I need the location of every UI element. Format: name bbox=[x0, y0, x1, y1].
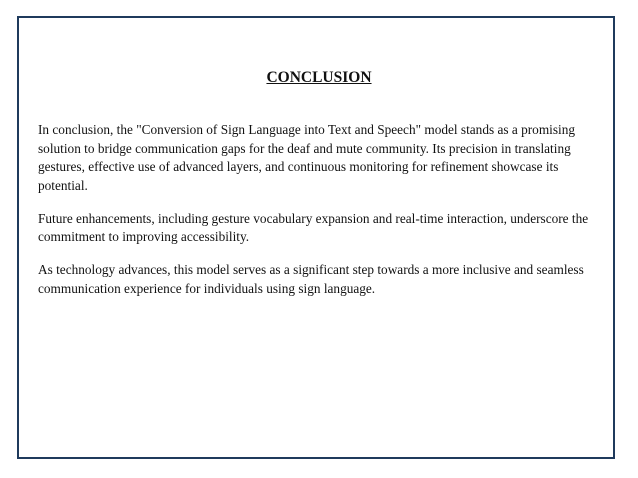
paragraph-technology-advances: As technology advances, this model serves as a significant step towards a more inclusive and seamless communication experience for individuals using sign language. bbox=[38, 262, 584, 296]
paragraph-future-enhancements: Future enhancements, including gesture vocabulary expansion and real-time interaction, underscore the commitment to improving accessibility. bbox=[38, 210, 589, 244]
paragraph-conclusion: In conclusion, the "Conversion of Sign Language into Text and Speech" model stands as a promising solution to bridge communication gaps for the deaf and mute community. Its precision in translating gestures, effective use of advanced layers, and continuous monitoring for refinement showcase its potential. bbox=[38, 122, 576, 193]
slide-body bbox=[38, 121, 608, 313]
slide-title: CONCLUSION bbox=[266, 69, 372, 86]
